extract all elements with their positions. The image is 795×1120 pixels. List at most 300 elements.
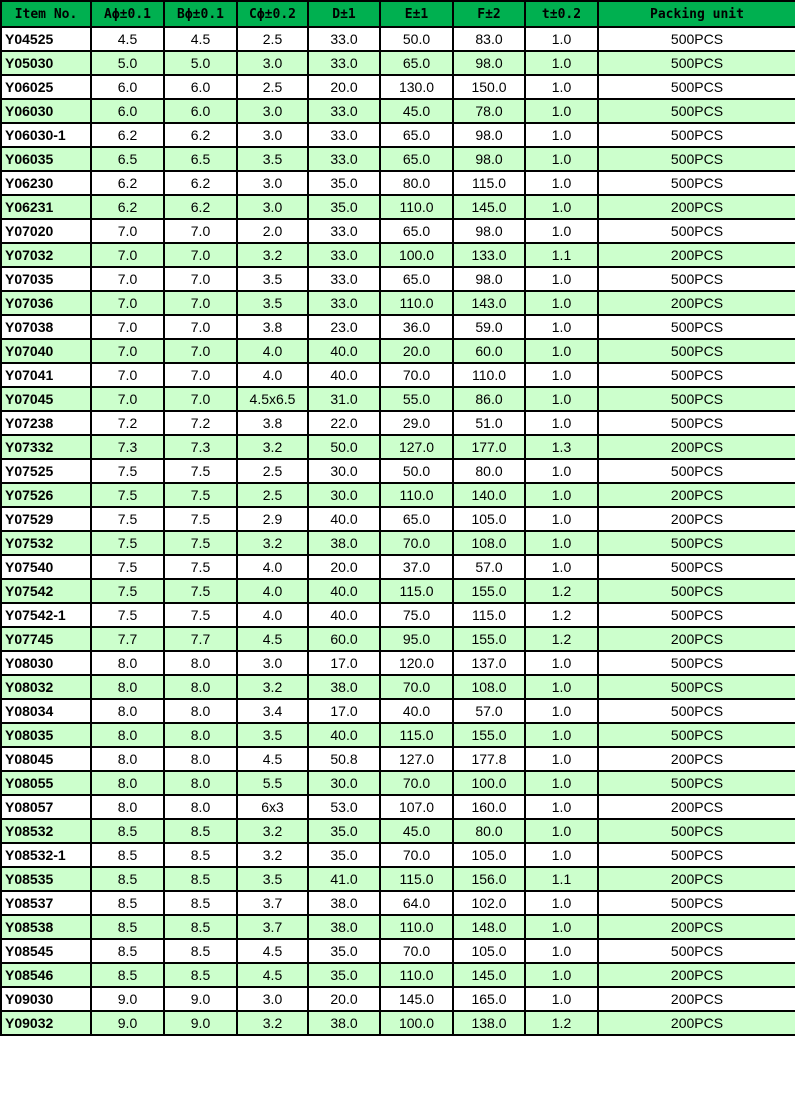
cell-item-no: Y07529: [1, 507, 91, 531]
cell-packing-unit: 500PCS: [598, 339, 795, 363]
cell-t-value: 1.0: [525, 27, 598, 51]
cell-item-no: Y08045: [1, 747, 91, 771]
table-row: [1, 939, 795, 963]
cell-t-value: 1.0: [525, 555, 598, 579]
cell-item-no: Y07745: [1, 627, 91, 651]
cell-c-diameter: 3.4: [237, 699, 308, 723]
cell-d-value: 40.0: [308, 603, 380, 627]
cell-item-no: Y08032: [1, 675, 91, 699]
table-row: [1, 267, 795, 291]
cell-item-no: Y07036: [1, 291, 91, 315]
cell-d-value: 35.0: [308, 195, 380, 219]
table-row: [1, 435, 795, 459]
cell-e-value: 70.0: [380, 771, 453, 795]
cell-c-diameter: 3.2: [237, 243, 308, 267]
cell-e-value: 145.0: [380, 987, 453, 1011]
cell-b-diameter: 6.2: [164, 123, 237, 147]
table-row: [1, 363, 795, 387]
cell-e-value: 100.0: [380, 243, 453, 267]
cell-f-value: 110.0: [453, 363, 525, 387]
cell-b-diameter: 6.2: [164, 195, 237, 219]
cell-f-value: 86.0: [453, 387, 525, 411]
cell-item-no: Y07032: [1, 243, 91, 267]
cell-f-value: 165.0: [453, 987, 525, 1011]
cell-t-value: 1.0: [525, 219, 598, 243]
cell-packing-unit: 200PCS: [598, 507, 795, 531]
cell-item-no: Y05030: [1, 51, 91, 75]
cell-packing-unit: 500PCS: [598, 891, 795, 915]
cell-c-diameter: 3.5: [237, 267, 308, 291]
cell-d-value: 23.0: [308, 315, 380, 339]
cell-b-diameter: 7.5: [164, 507, 237, 531]
cell-item-no: Y07542-1: [1, 603, 91, 627]
table-row: [1, 819, 795, 843]
cell-a-diameter: 8.0: [91, 699, 164, 723]
cell-c-diameter: 4.0: [237, 555, 308, 579]
cell-packing-unit: 500PCS: [598, 27, 795, 51]
cell-item-no: Y06230: [1, 171, 91, 195]
cell-e-value: 65.0: [380, 147, 453, 171]
cell-a-diameter: 7.3: [91, 435, 164, 459]
cell-t-value: 1.0: [525, 747, 598, 771]
cell-c-diameter: 3.2: [237, 819, 308, 843]
cell-d-value: 35.0: [308, 171, 380, 195]
header-row: [1, 1, 795, 27]
cell-b-diameter: 6.0: [164, 75, 237, 99]
cell-b-diameter: 8.0: [164, 699, 237, 723]
cell-f-value: 105.0: [453, 507, 525, 531]
cell-a-diameter: 8.0: [91, 747, 164, 771]
cell-a-diameter: 7.5: [91, 603, 164, 627]
cell-f-value: 138.0: [453, 1011, 525, 1035]
cell-item-no: Y06025: [1, 75, 91, 99]
cell-packing-unit: 200PCS: [598, 435, 795, 459]
cell-f-value: 60.0: [453, 339, 525, 363]
cell-f-value: 177.0: [453, 435, 525, 459]
cell-d-value: 41.0: [308, 867, 380, 891]
cell-c-diameter: 4.5: [237, 963, 308, 987]
cell-t-value: 1.0: [525, 987, 598, 1011]
cell-d-value: 35.0: [308, 939, 380, 963]
cell-packing-unit: 200PCS: [598, 747, 795, 771]
cell-c-diameter: 3.8: [237, 315, 308, 339]
cell-e-value: 70.0: [380, 939, 453, 963]
cell-f-value: 145.0: [453, 195, 525, 219]
cell-d-value: 30.0: [308, 459, 380, 483]
cell-a-diameter: 8.5: [91, 819, 164, 843]
cell-b-diameter: 7.0: [164, 243, 237, 267]
cell-d-value: 17.0: [308, 699, 380, 723]
cell-c-diameter: 3.5: [237, 291, 308, 315]
cell-a-diameter: 8.5: [91, 843, 164, 867]
header-b-diameter: Bϕ±0.1: [164, 1, 237, 27]
table-row: [1, 795, 795, 819]
cell-t-value: 1.0: [525, 123, 598, 147]
cell-f-value: 108.0: [453, 675, 525, 699]
cell-e-value: 110.0: [380, 483, 453, 507]
table-row: [1, 291, 795, 315]
cell-b-diameter: 6.5: [164, 147, 237, 171]
cell-e-value: 75.0: [380, 603, 453, 627]
cell-b-diameter: 8.5: [164, 819, 237, 843]
cell-a-diameter: 6.2: [91, 171, 164, 195]
cell-b-diameter: 7.0: [164, 339, 237, 363]
cell-d-value: 17.0: [308, 651, 380, 675]
cell-packing-unit: 500PCS: [598, 123, 795, 147]
cell-packing-unit: 500PCS: [598, 699, 795, 723]
cell-c-diameter: 3.5: [237, 867, 308, 891]
table-row: [1, 147, 795, 171]
cell-f-value: 155.0: [453, 579, 525, 603]
cell-a-diameter: 8.5: [91, 963, 164, 987]
cell-a-diameter: 7.0: [91, 219, 164, 243]
table-row: [1, 627, 795, 651]
cell-t-value: 1.0: [525, 387, 598, 411]
table-row: [1, 51, 795, 75]
cell-c-diameter: 2.0: [237, 219, 308, 243]
cell-t-value: 1.0: [525, 339, 598, 363]
cell-packing-unit: 500PCS: [598, 675, 795, 699]
cell-d-value: 33.0: [308, 99, 380, 123]
cell-e-value: 70.0: [380, 675, 453, 699]
cell-c-diameter: 3.7: [237, 915, 308, 939]
cell-packing-unit: 200PCS: [598, 195, 795, 219]
table-row: [1, 675, 795, 699]
cell-a-diameter: 7.2: [91, 411, 164, 435]
table-row: [1, 75, 795, 99]
cell-packing-unit: 200PCS: [598, 867, 795, 891]
cell-f-value: 133.0: [453, 243, 525, 267]
cell-f-value: 105.0: [453, 843, 525, 867]
cell-item-no: Y06030: [1, 99, 91, 123]
cell-item-no: Y07045: [1, 387, 91, 411]
cell-item-no: Y07532: [1, 531, 91, 555]
cell-a-diameter: 7.5: [91, 531, 164, 555]
cell-item-no: Y09032: [1, 1011, 91, 1035]
cell-d-value: 33.0: [308, 51, 380, 75]
cell-t-value: 1.0: [525, 195, 598, 219]
cell-e-value: 20.0: [380, 339, 453, 363]
cell-d-value: 33.0: [308, 243, 380, 267]
cell-c-diameter: 4.0: [237, 579, 308, 603]
cell-d-value: 40.0: [308, 579, 380, 603]
cell-d-value: 60.0: [308, 627, 380, 651]
cell-f-value: 78.0: [453, 99, 525, 123]
cell-c-diameter: 5.5: [237, 771, 308, 795]
cell-d-value: 22.0: [308, 411, 380, 435]
cell-b-diameter: 7.0: [164, 363, 237, 387]
cell-item-no: Y07540: [1, 555, 91, 579]
cell-c-diameter: 3.5: [237, 147, 308, 171]
cell-packing-unit: 500PCS: [598, 387, 795, 411]
cell-item-no: Y07525: [1, 459, 91, 483]
cell-packing-unit: 500PCS: [598, 363, 795, 387]
table-body: [1, 27, 795, 1035]
cell-f-value: 98.0: [453, 219, 525, 243]
cell-f-value: 57.0: [453, 555, 525, 579]
cell-packing-unit: 500PCS: [598, 315, 795, 339]
cell-f-value: 160.0: [453, 795, 525, 819]
cell-c-diameter: 4.5: [237, 747, 308, 771]
cell-packing-unit: 200PCS: [598, 963, 795, 987]
cell-packing-unit: 500PCS: [598, 147, 795, 171]
cell-c-diameter: 3.2: [237, 843, 308, 867]
cell-item-no: Y07040: [1, 339, 91, 363]
cell-a-diameter: 8.5: [91, 891, 164, 915]
table-row: [1, 747, 795, 771]
cell-a-diameter: 6.0: [91, 75, 164, 99]
cell-t-value: 1.0: [525, 363, 598, 387]
cell-packing-unit: 200PCS: [598, 243, 795, 267]
cell-b-diameter: 6.0: [164, 99, 237, 123]
cell-f-value: 57.0: [453, 699, 525, 723]
cell-a-diameter: 7.0: [91, 339, 164, 363]
cell-d-value: 38.0: [308, 675, 380, 699]
cell-packing-unit: 500PCS: [598, 219, 795, 243]
cell-b-diameter: 4.5: [164, 27, 237, 51]
cell-a-diameter: 5.0: [91, 51, 164, 75]
cell-c-diameter: 2.5: [237, 483, 308, 507]
cell-e-value: 107.0: [380, 795, 453, 819]
cell-packing-unit: 500PCS: [598, 723, 795, 747]
cell-a-diameter: 7.0: [91, 363, 164, 387]
cell-b-diameter: 7.5: [164, 555, 237, 579]
cell-t-value: 1.1: [525, 243, 598, 267]
cell-e-value: 110.0: [380, 915, 453, 939]
cell-d-value: 33.0: [308, 27, 380, 51]
table-row: [1, 891, 795, 915]
cell-c-diameter: 3.7: [237, 891, 308, 915]
cell-c-diameter: 2.9: [237, 507, 308, 531]
cell-t-value: 1.0: [525, 459, 598, 483]
table-row: [1, 843, 795, 867]
table-row: [1, 771, 795, 795]
cell-b-diameter: 7.7: [164, 627, 237, 651]
cell-d-value: 33.0: [308, 267, 380, 291]
cell-a-diameter: 7.5: [91, 483, 164, 507]
cell-f-value: 140.0: [453, 483, 525, 507]
cell-b-diameter: 7.0: [164, 291, 237, 315]
table-row: [1, 1011, 795, 1035]
cell-c-diameter: 3.8: [237, 411, 308, 435]
cell-item-no: Y09030: [1, 987, 91, 1011]
cell-t-value: 1.0: [525, 315, 598, 339]
cell-d-value: 33.0: [308, 147, 380, 171]
cell-packing-unit: 500PCS: [598, 75, 795, 99]
table-row: [1, 339, 795, 363]
cell-a-diameter: 7.0: [91, 243, 164, 267]
cell-f-value: 156.0: [453, 867, 525, 891]
cell-item-no: Y07038: [1, 315, 91, 339]
cell-b-diameter: 7.5: [164, 603, 237, 627]
cell-a-diameter: 8.5: [91, 867, 164, 891]
cell-e-value: 65.0: [380, 123, 453, 147]
cell-a-diameter: 6.5: [91, 147, 164, 171]
cell-c-diameter: 4.0: [237, 339, 308, 363]
cell-packing-unit: 500PCS: [598, 51, 795, 75]
cell-c-diameter: 2.5: [237, 27, 308, 51]
cell-packing-unit: 500PCS: [598, 459, 795, 483]
cell-t-value: 1.0: [525, 915, 598, 939]
cell-a-diameter: 6.2: [91, 195, 164, 219]
header-item-no: Item No.: [1, 1, 91, 27]
cell-d-value: 31.0: [308, 387, 380, 411]
cell-f-value: 98.0: [453, 147, 525, 171]
table-row: [1, 483, 795, 507]
cell-packing-unit: 200PCS: [598, 291, 795, 315]
cell-packing-unit: 500PCS: [598, 267, 795, 291]
cell-item-no: Y07041: [1, 363, 91, 387]
table-row: [1, 123, 795, 147]
cell-packing-unit: 500PCS: [598, 531, 795, 555]
cell-f-value: 150.0: [453, 75, 525, 99]
cell-e-value: 120.0: [380, 651, 453, 675]
cell-e-value: 65.0: [380, 219, 453, 243]
cell-c-diameter: 3.2: [237, 435, 308, 459]
cell-e-value: 115.0: [380, 867, 453, 891]
cell-f-value: 137.0: [453, 651, 525, 675]
cell-f-value: 155.0: [453, 627, 525, 651]
cell-packing-unit: 200PCS: [598, 483, 795, 507]
cell-e-value: 110.0: [380, 963, 453, 987]
cell-b-diameter: 8.5: [164, 963, 237, 987]
cell-item-no: Y08535: [1, 867, 91, 891]
cell-b-diameter: 8.0: [164, 795, 237, 819]
cell-e-value: 70.0: [380, 531, 453, 555]
cell-t-value: 1.0: [525, 267, 598, 291]
cell-d-value: 40.0: [308, 507, 380, 531]
cell-t-value: 1.0: [525, 795, 598, 819]
cell-t-value: 1.0: [525, 843, 598, 867]
cell-b-diameter: 8.5: [164, 939, 237, 963]
cell-b-diameter: 8.0: [164, 675, 237, 699]
cell-b-diameter: 7.0: [164, 219, 237, 243]
cell-packing-unit: 200PCS: [598, 915, 795, 939]
cell-e-value: 37.0: [380, 555, 453, 579]
table-row: [1, 699, 795, 723]
cell-packing-unit: 200PCS: [598, 1011, 795, 1035]
cell-f-value: 143.0: [453, 291, 525, 315]
cell-d-value: 38.0: [308, 891, 380, 915]
cell-packing-unit: 500PCS: [598, 579, 795, 603]
cell-packing-unit: 200PCS: [598, 627, 795, 651]
cell-b-diameter: 8.0: [164, 723, 237, 747]
cell-t-value: 1.0: [525, 411, 598, 435]
cell-b-diameter: 8.5: [164, 843, 237, 867]
cell-t-value: 1.0: [525, 147, 598, 171]
cell-item-no: Y08035: [1, 723, 91, 747]
cell-a-diameter: 8.0: [91, 795, 164, 819]
cell-t-value: 1.0: [525, 507, 598, 531]
cell-f-value: 105.0: [453, 939, 525, 963]
table-row: [1, 195, 795, 219]
table-row: [1, 411, 795, 435]
cell-f-value: 98.0: [453, 267, 525, 291]
cell-e-value: 64.0: [380, 891, 453, 915]
cell-f-value: 115.0: [453, 603, 525, 627]
cell-packing-unit: 500PCS: [598, 555, 795, 579]
table-row: [1, 963, 795, 987]
cell-t-value: 1.2: [525, 579, 598, 603]
cell-item-no: Y08538: [1, 915, 91, 939]
cell-e-value: 95.0: [380, 627, 453, 651]
header-c-diameter: Cϕ±0.2: [237, 1, 308, 27]
cell-d-value: 30.0: [308, 483, 380, 507]
cell-b-diameter: 8.5: [164, 891, 237, 915]
cell-b-diameter: 9.0: [164, 1011, 237, 1035]
cell-e-value: 110.0: [380, 195, 453, 219]
cell-e-value: 45.0: [380, 819, 453, 843]
table-row: [1, 171, 795, 195]
table-row: [1, 459, 795, 483]
cell-b-diameter: 8.5: [164, 867, 237, 891]
cell-d-value: 38.0: [308, 915, 380, 939]
cell-e-value: 40.0: [380, 699, 453, 723]
cell-f-value: 102.0: [453, 891, 525, 915]
cell-a-diameter: 7.5: [91, 555, 164, 579]
cell-packing-unit: 500PCS: [598, 843, 795, 867]
cell-t-value: 1.0: [525, 771, 598, 795]
cell-packing-unit: 500PCS: [598, 603, 795, 627]
cell-a-diameter: 4.5: [91, 27, 164, 51]
cell-b-diameter: 7.0: [164, 315, 237, 339]
cell-a-diameter: 8.5: [91, 939, 164, 963]
cell-d-value: 20.0: [308, 75, 380, 99]
cell-c-diameter: 3.0: [237, 171, 308, 195]
cell-b-diameter: 7.5: [164, 459, 237, 483]
cell-item-no: Y08030: [1, 651, 91, 675]
cell-f-value: 83.0: [453, 27, 525, 51]
cell-b-diameter: 8.0: [164, 651, 237, 675]
cell-e-value: 70.0: [380, 363, 453, 387]
cell-t-value: 1.0: [525, 891, 598, 915]
cell-b-diameter: 7.5: [164, 483, 237, 507]
cell-e-value: 115.0: [380, 579, 453, 603]
cell-c-diameter: 3.0: [237, 987, 308, 1011]
cell-a-diameter: 7.5: [91, 507, 164, 531]
table-row: [1, 315, 795, 339]
cell-c-diameter: 2.5: [237, 459, 308, 483]
cell-t-value: 1.3: [525, 435, 598, 459]
cell-e-value: 45.0: [380, 99, 453, 123]
table-row: [1, 555, 795, 579]
cell-d-value: 33.0: [308, 291, 380, 315]
cell-a-diameter: 7.5: [91, 579, 164, 603]
cell-d-value: 33.0: [308, 219, 380, 243]
cell-a-diameter: 7.7: [91, 627, 164, 651]
cell-d-value: 40.0: [308, 339, 380, 363]
cell-d-value: 38.0: [308, 531, 380, 555]
cell-a-diameter: 8.5: [91, 915, 164, 939]
cell-c-diameter: 3.0: [237, 195, 308, 219]
cell-t-value: 1.0: [525, 699, 598, 723]
cell-item-no: Y07020: [1, 219, 91, 243]
cell-a-diameter: 7.5: [91, 459, 164, 483]
cell-item-no: Y08532-1: [1, 843, 91, 867]
cell-f-value: 100.0: [453, 771, 525, 795]
cell-packing-unit: 200PCS: [598, 795, 795, 819]
cell-item-no: Y08545: [1, 939, 91, 963]
cell-item-no: Y07238: [1, 411, 91, 435]
cell-a-diameter: 7.0: [91, 267, 164, 291]
cell-e-value: 115.0: [380, 723, 453, 747]
table-row: [1, 579, 795, 603]
cell-c-diameter: 3.2: [237, 531, 308, 555]
table-row: [1, 651, 795, 675]
cell-d-value: 40.0: [308, 723, 380, 747]
cell-e-value: 65.0: [380, 507, 453, 531]
table-row: [1, 915, 795, 939]
